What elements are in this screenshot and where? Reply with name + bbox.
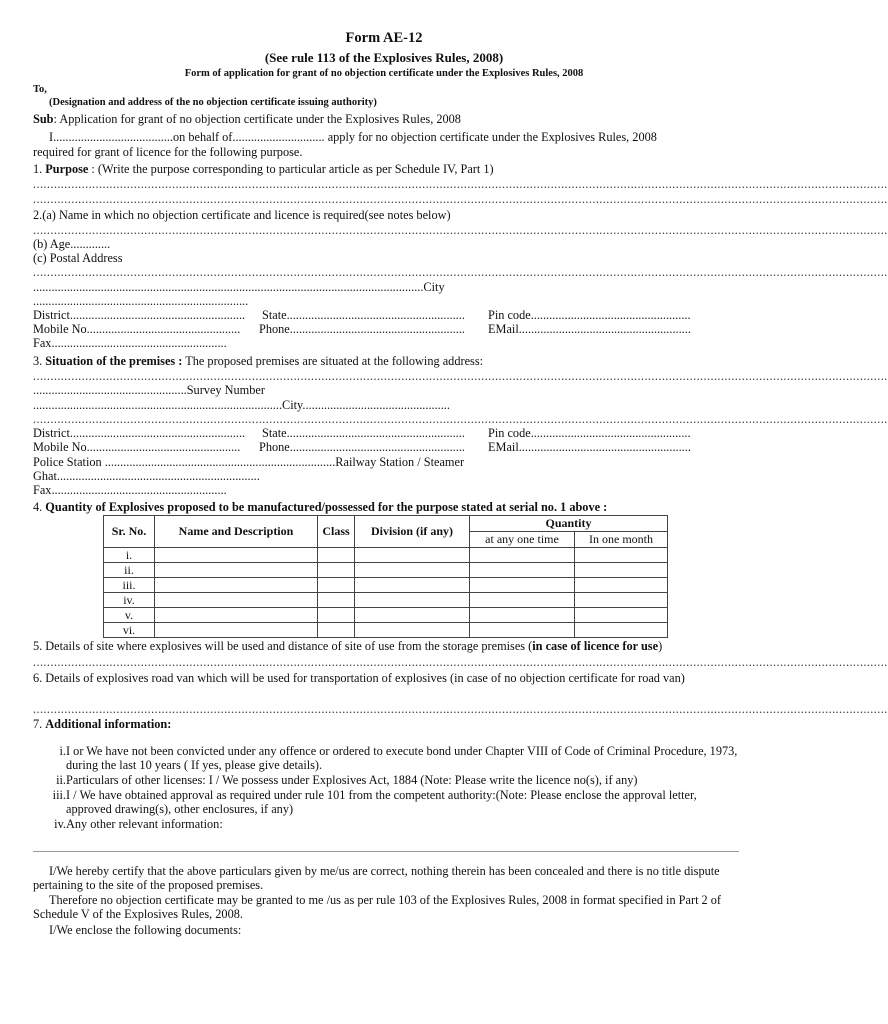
- site-details-bold: in case of licence for use: [532, 639, 659, 653]
- cell-class[interactable]: [318, 623, 355, 638]
- site-details-label: [33, 639, 662, 653]
- cell-one-time[interactable]: [470, 608, 575, 623]
- cell-name[interactable]: [155, 608, 318, 623]
- cell-one-month[interactable]: [575, 623, 668, 638]
- cell-one-month[interactable]: [575, 593, 668, 608]
- additional-label: Additional information:: [45, 717, 172, 731]
- item-num-ii: ii.: [56, 773, 66, 787]
- col-sr-no: Sr. No.: [104, 516, 155, 548]
- postal-address-label: (c) Postal Address: [33, 251, 123, 265]
- quantity-label: Quantity of Explosives proposed to be manufactured/possessed for the purpose stated at serial no. 1 above :: [45, 500, 608, 514]
- section-divider: [33, 851, 739, 852]
- premises-address-line-1[interactable]: ......................................................................................................................................................................................................................................................: [33, 369, 888, 383]
- cell-class[interactable]: [318, 593, 355, 608]
- cell-division[interactable]: [355, 563, 470, 578]
- row-number: v.: [104, 608, 155, 623]
- cell-one-month[interactable]: [575, 548, 668, 563]
- postal-address-line-1[interactable]: ......................................................................................................................................................................................................................................................: [33, 265, 888, 279]
- additional-item-i: I or We have not been convicted under any offence or ordered to execute bond under Chapter VIII of Code of Criminal Procedure, 1973, during the last 10 years ( If yes, please give details).: [66, 744, 738, 772]
- additional-item-iv: Any other relevant information:: [66, 817, 223, 831]
- cell-name[interactable]: [155, 563, 318, 578]
- postal-address-line-3[interactable]: ......................................................................: [33, 294, 249, 308]
- cell-division[interactable]: [355, 578, 470, 593]
- col-division: Division (if any): [355, 516, 470, 548]
- premises-heading: [33, 354, 483, 368]
- site-details-end: ): [658, 639, 663, 653]
- premises-address-line-4[interactable]: ......................................................................................................................................................................................................................................................: [33, 412, 888, 426]
- cell-one-time[interactable]: [470, 623, 575, 638]
- row-number: iii.: [104, 578, 155, 593]
- purpose-text: : (Write the purpose corresponding to particular article as per Schedule IV, Part 1): [88, 162, 494, 176]
- purpose-field-line-1[interactable]: ......................................................................................................................................................................................................................................................: [33, 177, 888, 191]
- police-station-field[interactable]: Police Station ...........................................................................Railway Station / Steamer: [33, 455, 465, 469]
- col-quantity: Quantity: [470, 516, 668, 532]
- subject-line: [33, 112, 461, 126]
- premises-state-field[interactable]: State..........................................................: [262, 426, 465, 440]
- quantity-number: 4.: [33, 500, 46, 514]
- table-row: [104, 578, 668, 593]
- quantity-heading: [33, 500, 607, 514]
- additional-info-heading: [33, 717, 171, 731]
- additional-number: 7.: [33, 717, 46, 731]
- item-num-iii: iii.: [52, 788, 66, 802]
- premises-district-field[interactable]: District.........................................................: [33, 426, 246, 440]
- row-number: vi.: [104, 623, 155, 638]
- mobile-field[interactable]: Mobile No..................................................: [33, 322, 241, 336]
- purpose-label: Purpose: [45, 162, 89, 176]
- cell-one-time[interactable]: [470, 548, 575, 563]
- table-row: [104, 608, 668, 623]
- cell-one-month[interactable]: [575, 608, 668, 623]
- premises-fax-field[interactable]: Fax.........................................................: [33, 483, 227, 497]
- premises-city-field[interactable]: .................................................................................City................................................: [33, 398, 450, 412]
- survey-number-field[interactable]: ..................................................Survey Number: [33, 383, 265, 397]
- cell-one-month[interactable]: [575, 563, 668, 578]
- col-name-description: Name and Description: [155, 516, 318, 548]
- purpose-field-line-2[interactable]: ......................................................................................................................................................................................................................................................: [33, 192, 888, 206]
- form-rule-reference: (See rule 113 of the Explosives Rules, 2008): [264, 50, 504, 65]
- email-field[interactable]: EMail........................................................: [488, 322, 691, 336]
- cell-division[interactable]: [355, 623, 470, 638]
- row-number: ii.: [104, 563, 155, 578]
- purpose-heading: [33, 162, 494, 176]
- intro-line-1: I.......................................on behalf of.............................. apply for no objection certificate under the Explosives Rules, 2008: [49, 130, 657, 144]
- premises-number: 3.: [33, 354, 46, 368]
- additional-item-iii: I / We have obtained approval as required under rule 101 from the competent authority:(Note: Please enclose the approval letter, approved drawing(s), other enclosures, if any): [66, 788, 697, 816]
- premises-pin-code-field[interactable]: Pin code....................................................: [488, 426, 691, 440]
- cell-name[interactable]: [155, 548, 318, 563]
- intro-line-2: required for grant of licence for the following purpose.: [33, 145, 303, 159]
- cell-division[interactable]: [355, 608, 470, 623]
- col-class: Class: [318, 516, 355, 548]
- table-row: [104, 593, 668, 608]
- table-row: [104, 623, 668, 638]
- cell-division[interactable]: [355, 548, 470, 563]
- form-title: Form AE-12: [345, 30, 423, 46]
- item-num-i: i.: [59, 744, 66, 758]
- age-field[interactable]: (b) Age.............: [33, 237, 111, 251]
- cell-class[interactable]: [318, 548, 355, 563]
- premises-phone-field[interactable]: Phone.........................................................: [259, 440, 465, 454]
- col-at-any-one-time: at any one time: [470, 532, 575, 548]
- road-van-field-line[interactable]: ......................................................................................................................................................................................................................................................: [33, 702, 888, 716]
- table-row: [104, 563, 668, 578]
- premises-mobile-field[interactable]: Mobile No..................................................: [33, 440, 241, 454]
- cell-name[interactable]: [155, 578, 318, 593]
- fax-field[interactable]: Fax.........................................................: [33, 336, 227, 350]
- cell-class[interactable]: [318, 578, 355, 593]
- row-number: iv.: [104, 593, 155, 608]
- premises-email-field[interactable]: EMail........................................................: [488, 440, 691, 454]
- road-van-label: 6. Details of explosives road van which will be used for transportation of explosives (in case of no objection certificate for road van): [33, 671, 685, 685]
- district-field[interactable]: District.........................................................: [33, 308, 246, 322]
- cell-one-time[interactable]: [470, 593, 575, 608]
- name-label: 2.(a) Name in which no objection certificate and licence is required(see notes below): [33, 208, 451, 222]
- ghat-field[interactable]: Ghat..................................................................: [33, 469, 260, 483]
- site-details-text: 5. Details of site where explosives will be used and distance of site of use from the storage premises (: [33, 639, 533, 653]
- row-number: i.: [104, 548, 155, 563]
- cell-class[interactable]: [318, 563, 355, 578]
- pin-code-field[interactable]: Pin code....................................................: [488, 308, 691, 322]
- cell-name[interactable]: [155, 593, 318, 608]
- cell-one-time[interactable]: [470, 563, 575, 578]
- premises-label: Situation of the premises :: [45, 354, 183, 368]
- site-details-field-line[interactable]: ......................................................................................................................................................................................................................................................: [33, 655, 888, 669]
- col-in-one-month: In one month: [575, 532, 668, 548]
- name-field-line[interactable]: ......................................................................................................................................................................................................................................................: [33, 223, 888, 237]
- purpose-number: 1.: [33, 162, 46, 176]
- premises-text: The proposed premises are situated at the following address:: [182, 354, 484, 368]
- state-field[interactable]: State..........................................................: [262, 308, 465, 322]
- table-row: [104, 548, 668, 563]
- cell-class[interactable]: [318, 608, 355, 623]
- cell-name[interactable]: [155, 623, 318, 638]
- item-num-iv: iv.: [54, 817, 66, 831]
- to-label: To,: [33, 84, 47, 95]
- form-subtitle: Form of application for grant of no objection certificate under the Explosives Rules, 2008: [184, 68, 584, 79]
- enclosed-documents-label: I/We enclose the following documents:: [49, 923, 242, 937]
- subject-label: Sub: [33, 112, 54, 126]
- cell-division[interactable]: [355, 593, 470, 608]
- explosives-quantity-table: [103, 515, 668, 638]
- postal-address-city-line[interactable]: ...............................................................................................................................City: [33, 280, 445, 294]
- declaration-request: Therefore no objection certificate may be granted to me /us as per rule 103 of the Explosives Rules, 2008 in format specified in Part 2 of Schedule V of the Explosives Rules, 2008.: [33, 893, 722, 921]
- authority-designation: (Designation and address of the no objection certificate issuing authority): [49, 97, 377, 108]
- phone-field[interactable]: Phone.........................................................: [259, 322, 465, 336]
- declaration-certify: I/We hereby certify that the above particulars given by me/us are correct, nothing therein has been concealed and there is no title dispute pertaining to the site of the proposed premises.: [33, 864, 720, 892]
- subject-text: : Application for grant of no objection certificate under the Explosives Rules, 2008: [53, 112, 461, 126]
- cell-one-month[interactable]: [575, 578, 668, 593]
- cell-one-time[interactable]: [470, 578, 575, 593]
- additional-item-ii: Particulars of other licenses: I / We possess under Explosives Act, 1884 (Note: Please write the licence no(s), if any): [66, 773, 638, 787]
